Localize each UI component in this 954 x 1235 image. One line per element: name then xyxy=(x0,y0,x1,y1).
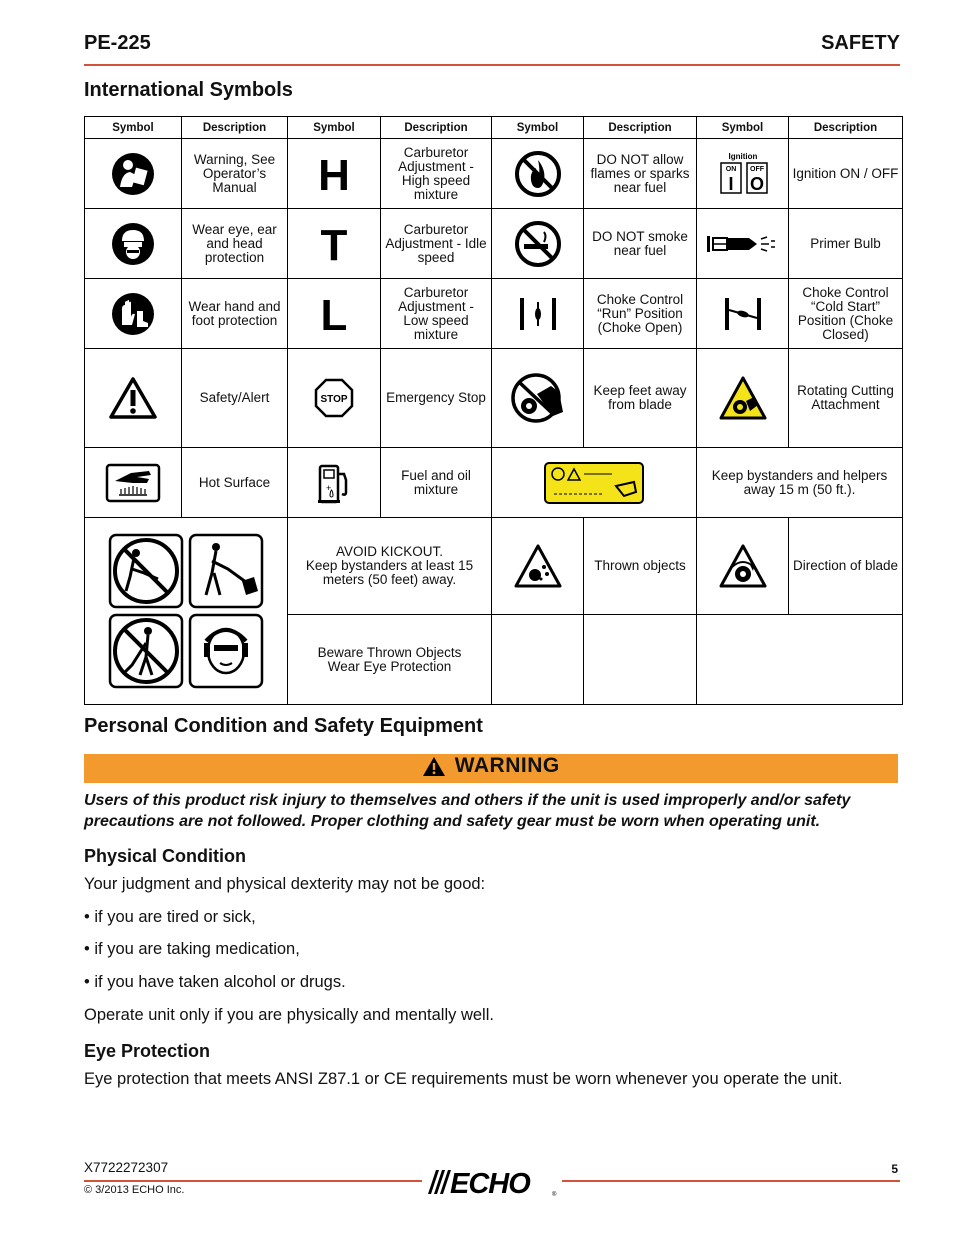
description-cell: Warning, See Operator’s Manual xyxy=(182,139,288,209)
symbol-cell xyxy=(697,209,789,279)
choke-open-icon xyxy=(516,294,560,334)
description-cell: DO NOT allow flames or sparks near fuel xyxy=(584,139,697,209)
symbol-cell xyxy=(85,279,182,349)
symbol-cell xyxy=(492,518,584,615)
hot-surface-icon xyxy=(105,463,161,503)
description-cell: Choke Control “Run” Position (Choke Open) xyxy=(584,279,697,349)
description-cell: Ignition ON / OFF xyxy=(789,139,903,209)
symbol-cell xyxy=(492,279,584,349)
copyright: © 3/2013 ECHO Inc. xyxy=(84,1184,185,1196)
symbol-cell xyxy=(492,349,584,448)
table-row xyxy=(85,518,903,615)
description-cell: Fuel and oil mixture xyxy=(381,448,492,518)
empty-cell xyxy=(492,615,584,705)
model-name: PE-225 xyxy=(84,32,151,54)
description-cell xyxy=(288,615,492,705)
symbol-cell xyxy=(492,209,584,279)
col-header-description: Description xyxy=(789,117,903,139)
symbol-cell xyxy=(288,139,381,209)
symbol-cell xyxy=(697,518,789,615)
col-header-symbol: Symbol xyxy=(697,117,789,139)
physical-condition-heading: Physical Condition xyxy=(84,846,247,866)
symbol-cell xyxy=(85,209,182,279)
hand-foot-protection-icon xyxy=(110,291,156,337)
description-cell: DO NOT smoke near fuel xyxy=(584,209,697,279)
physical-intro: Your judgment and physical dexterity may not be good: xyxy=(84,875,486,893)
svg-text:T: T xyxy=(320,221,348,266)
table-row xyxy=(85,209,903,279)
eye-protection-text: Eye protection that meets ANSI Z87.1 or CE requirements must be worn whenever you operate the unit. xyxy=(84,1070,843,1088)
eye-protection-heading: Eye Protection xyxy=(84,1041,211,1061)
col-header-description: Description xyxy=(381,117,492,139)
description-cell: Emergency Stop xyxy=(381,349,492,448)
symbol-cell xyxy=(85,448,182,518)
col-header-symbol: Symbol xyxy=(288,117,381,139)
international-symbols-heading: International Symbols xyxy=(84,79,293,101)
letter-l-icon xyxy=(314,292,354,336)
no-smoking-icon xyxy=(514,220,562,268)
svg-text:®: ® xyxy=(552,1192,557,1198)
symbol-cell xyxy=(492,448,697,518)
echo-logo xyxy=(422,1166,562,1198)
description-cell: Carburetor Adjustment - Low speed mixture xyxy=(381,279,492,349)
empty-cell xyxy=(697,615,903,705)
description-cell: Keep feet away from blade xyxy=(584,349,697,448)
head-protection-icon xyxy=(110,221,156,267)
symbols-table xyxy=(84,116,903,705)
symbol-cell xyxy=(288,209,381,279)
kickout-title: AVOID KICKOUT. xyxy=(335,544,444,559)
page-header xyxy=(84,30,900,66)
description-cell: Carburetor Adjustment - High speed mixture xyxy=(381,139,492,209)
svg-text:+: + xyxy=(326,482,332,493)
svg-text:ON: ON xyxy=(725,165,736,173)
description-cell: Direction of blade xyxy=(789,518,903,615)
table-row xyxy=(85,139,903,209)
echo-logo-icon xyxy=(422,1166,562,1198)
svg-text:Ignition: Ignition xyxy=(728,151,757,161)
choke-closed-icon xyxy=(721,294,765,334)
description-cell: Wear eye, ear and head protection xyxy=(182,209,288,279)
list-item: • if you have taken alcohol or drugs. xyxy=(84,973,346,991)
table-header-row xyxy=(85,117,903,139)
description-cell: Choke Control “Cold Start” Position (Choke Closed) xyxy=(789,279,903,349)
thrown-objects-icon xyxy=(513,543,563,589)
section-title: SAFETY xyxy=(821,32,900,54)
symbol-cell xyxy=(697,139,789,209)
kickout-bystanders-grid-icon xyxy=(108,533,264,689)
document-code: X7722272307 xyxy=(84,1160,169,1175)
description-cell: Rotating Cutting Attachment xyxy=(789,349,903,448)
warning-label: WARNING xyxy=(454,754,560,777)
physical-outro: Operate unit only if you are physically and mentally well. xyxy=(84,1006,494,1024)
symbol-cell xyxy=(85,349,182,448)
symbol-cell xyxy=(288,349,381,448)
table-row xyxy=(85,279,903,349)
col-header-symbol: Symbol xyxy=(85,117,182,139)
description-cell: Primer Bulb xyxy=(789,209,903,279)
description-cell: Carburetor Adjustment - Idle speed xyxy=(381,209,492,279)
letter-t-icon xyxy=(314,222,354,266)
description-cell: Hot Surface xyxy=(182,448,288,518)
symbol-cell xyxy=(492,139,584,209)
page-number: 5 xyxy=(891,1162,898,1176)
svg-text:ECHO: ECHO xyxy=(450,1168,530,1198)
warning-banner xyxy=(84,754,898,783)
table-row xyxy=(85,349,903,448)
svg-text:O: O xyxy=(749,173,764,194)
svg-text:OFF: OFF xyxy=(749,165,764,173)
symbol-cell xyxy=(85,139,182,209)
letter-h-icon xyxy=(314,152,354,196)
svg-text:L: L xyxy=(320,291,348,336)
stop-sign-icon xyxy=(314,378,354,418)
warning-icon xyxy=(422,756,446,777)
kickout-text: Keep bystanders at least 15 meters (50 feet) away. xyxy=(305,558,474,587)
safety-alert-icon xyxy=(108,376,158,420)
col-header-description: Description xyxy=(584,117,697,139)
keep-bystanders-label-icon xyxy=(544,462,644,504)
svg-text:I: I xyxy=(727,173,734,194)
col-header-description: Description xyxy=(182,117,288,139)
empty-cell xyxy=(584,615,697,705)
table-row xyxy=(85,448,903,518)
svg-text:H: H xyxy=(318,151,350,196)
personal-condition-heading: Personal Condition and Safety Equipment xyxy=(84,715,483,737)
symbol-cell xyxy=(288,448,381,518)
blade-direction-icon xyxy=(718,543,768,589)
symbol-cell xyxy=(288,279,381,349)
read-manual-icon xyxy=(110,151,156,197)
keep-feet-away-icon xyxy=(509,372,567,424)
col-header-symbol: Symbol xyxy=(492,117,584,139)
wear-eye-text: Wear Eye Protection xyxy=(327,658,452,674)
description-cell: Safety/Alert xyxy=(182,349,288,448)
fuel-pump-icon xyxy=(314,460,354,506)
beware-thrown-text: Beware Thrown Objects xyxy=(317,644,462,660)
primer-bulb-icon xyxy=(705,232,781,256)
description-cell: Keep bystanders and helpers away 15 m (50 ft.). xyxy=(697,448,903,518)
symbol-cell xyxy=(697,349,789,448)
warning-text: Users of this product risk injury to themselves and others if the unit is used improperly and/or safety precautions are not followed. Proper clothing and safety gear must be worn when operating unit. xyxy=(84,792,851,830)
svg-text:STOP: STOP xyxy=(320,394,348,405)
symbol-cell xyxy=(697,279,789,349)
no-flames-icon xyxy=(514,150,562,198)
list-item: • if you are taking medication, xyxy=(84,940,300,958)
description-cell: Thrown objects xyxy=(584,518,697,615)
list-item: • if you are tired or sick, xyxy=(84,908,256,926)
rotating-cutting-icon xyxy=(718,375,768,421)
ignition-switch-icon xyxy=(711,151,775,197)
description-cell xyxy=(288,518,492,615)
symbol-cell xyxy=(85,518,288,705)
description-cell: Wear hand and foot protection xyxy=(182,279,288,349)
